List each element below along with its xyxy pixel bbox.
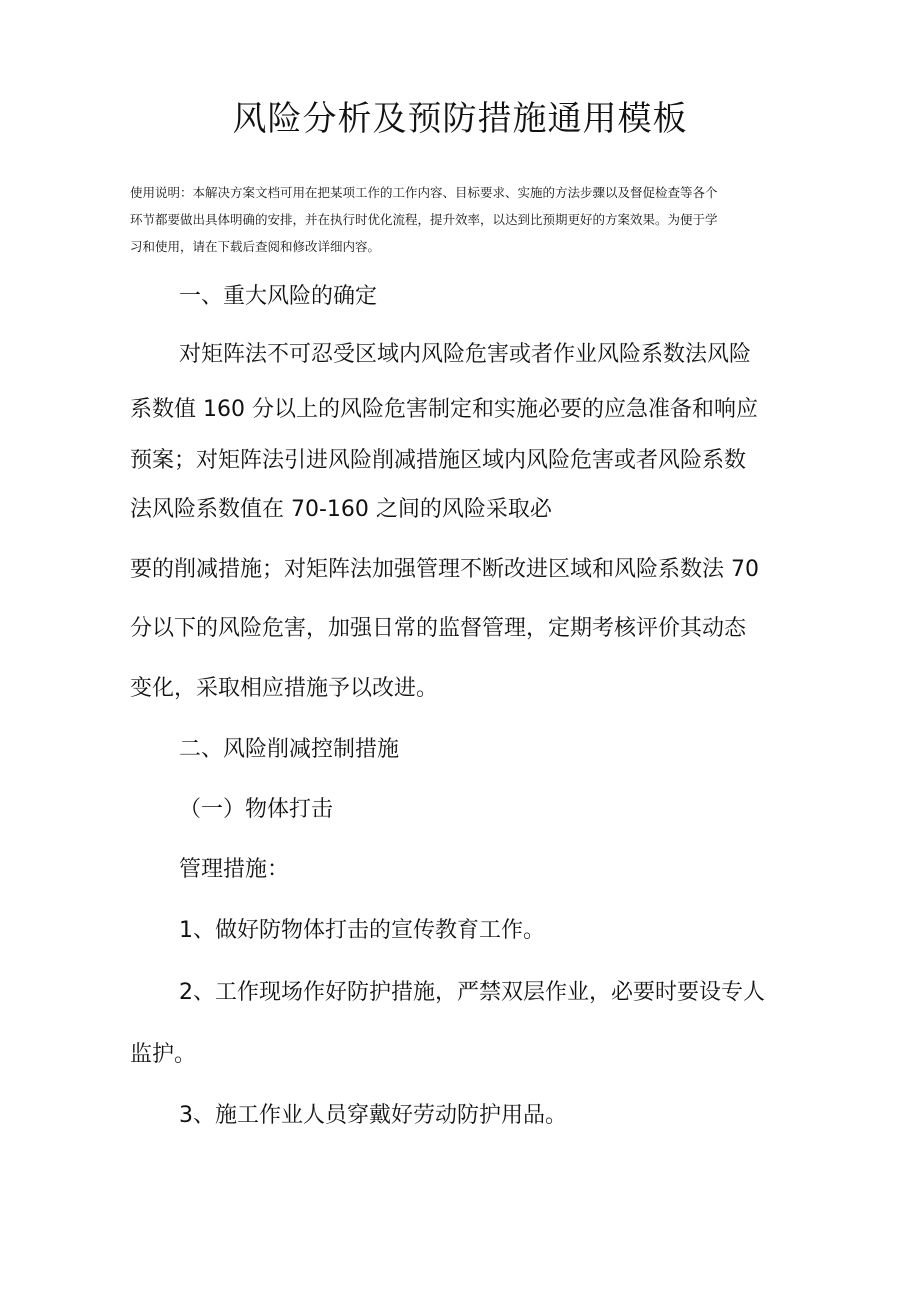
usage-note-line: 使用说明：本解决方案文档可用在把某项工作的工作内容、目标要求、实施的方法步骤以及督促检查等各个 [130,185,718,200]
usage-note-line: 习和使用，请在下载后查阅和修改详细内容。 [130,239,381,254]
list-item: 1、做好防物体打击的宣传教育工作。 [179,918,545,943]
body-text-line: 要的削减措施；对矩阵法加强管理不断改进区域和风险系数法 70 [130,557,759,582]
body-text-line: 预案；对矩阵法引进风险削减措施区域内风险危害或者风险系数 [130,448,747,473]
usage-note-line: 环节都要做出具体明确的安排，并在执行时优化流程，提升效率，以达到比预期更好的方案效果。为便于学 [130,212,718,227]
subsection-1-heading: （一）物体打击 [179,797,334,822]
body-text-line: 系数值 160 分以上的风险危害制定和实施必要的应急准备和响应 [130,397,758,422]
body-text-line: 分以下的风险危害，加强日常的监督管理，定期考核评价其动态 [130,616,747,641]
body-text-line: 法风险系数值在 70-160 之间的风险采取必 [130,497,552,522]
document-title: 风险分析及预防措施通用模板 [232,99,688,139]
usage-note [130,179,790,260]
section-1-heading: 一、重大风险的确定 [179,284,378,309]
body-text-line: 对矩阵法不可忍受区域内风险危害或者作业风险系数法风险 [179,342,752,367]
list-item-continuation: 监护。 [130,1042,197,1067]
list-item: 3、施工作业人员穿戴好劳动防护用品。 [179,1103,567,1128]
section-2-heading: 二、风险削减控制措施 [179,737,400,762]
management-label: 管理措施： [179,857,290,882]
body-text-line: 变化，采取相应措施予以改进。 [130,676,439,701]
list-item: 2、工作现场作好防护措施，严禁双层作业，必要时要设专人 [179,980,765,1005]
